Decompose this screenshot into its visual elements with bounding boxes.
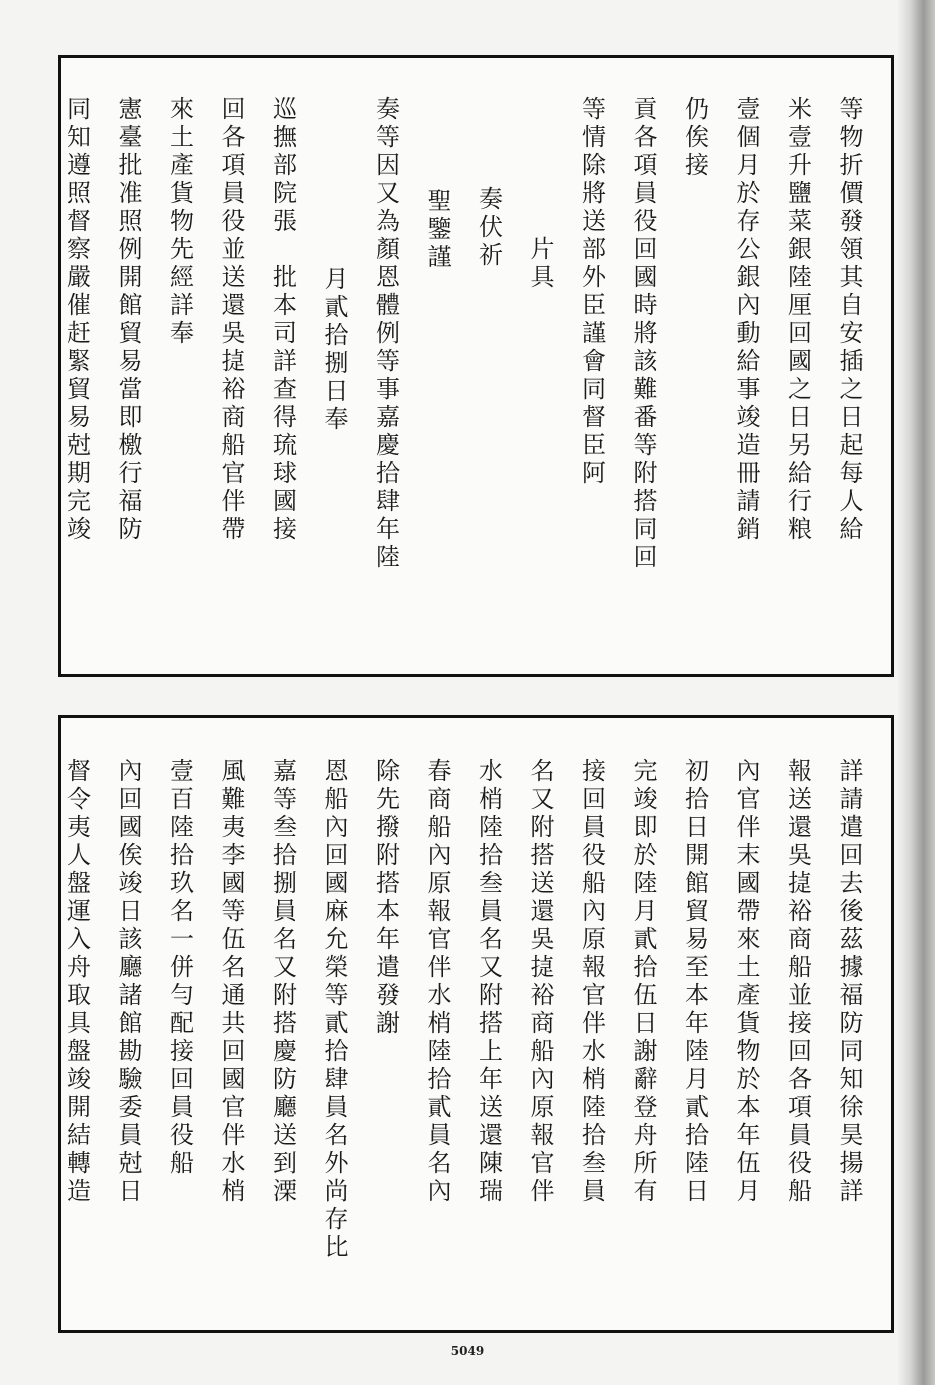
text-column: 嘉等叁拾捌員名又附搭慶防廳送到溧 bbox=[268, 758, 297, 1206]
text-column: 初拾日開館貿易至本年陸月貳拾陸日 bbox=[680, 758, 709, 1206]
text-column: 聖鑒謹 bbox=[423, 188, 451, 272]
text-column: 奏等因又為顏恩體例等事嘉慶拾肆年陸 bbox=[371, 96, 400, 572]
text-column: 名又附搭送還吳㨗裕商船內原報官伴 bbox=[526, 758, 554, 1206]
text-column: 憲臺批准照例開館貿易當即檄行福防 bbox=[114, 96, 142, 544]
text-column: 恩船內回國麻允榮等貳拾肆員名外尚存比 bbox=[320, 758, 348, 1262]
page-number: 5049 bbox=[450, 1344, 485, 1358]
text-column: 等情除將送部外臣謹會同督臣阿 bbox=[577, 96, 606, 488]
text-column: 壹百陸拾玖名一併勻配接回員役船 bbox=[165, 758, 194, 1178]
text-column: 米壹升鹽菜銀陸厘回國之日另給行粮 bbox=[783, 96, 812, 544]
text-column: 完竣即於陸月貳拾伍日謝辭登舟所有 bbox=[629, 758, 657, 1206]
text-column: 仍俟接 bbox=[680, 96, 709, 180]
text-column: 等物折價發領其自安插之日起每人給 bbox=[835, 96, 863, 544]
text-column: 壹個月於存公銀內動給事竣造冊請銷 bbox=[732, 96, 760, 544]
text-columns-top bbox=[61, 58, 891, 674]
text-column: 同知遵照督察嚴催赶緊貿易尅期完竣 bbox=[62, 96, 91, 544]
text-columns-bottom bbox=[61, 718, 891, 1330]
text-column: 來土產貨物先經詳奉 bbox=[165, 96, 194, 348]
document-panel-bottom bbox=[58, 715, 894, 1333]
text-column: 片具 bbox=[526, 236, 554, 292]
text-column: 詳請遣回去後茲據福防同知徐昊揚詳 bbox=[835, 758, 863, 1206]
text-column: 風難夷李國等伍名通共回國官伴水梢 bbox=[217, 758, 245, 1206]
text-column: 報送還吳㨗裕商船並接回各項員役船 bbox=[783, 758, 812, 1206]
text-column: 春商船內原報官伴水梢陸拾貳員名內 bbox=[423, 758, 451, 1206]
text-column: 除先撥附搭本年遣發謝 bbox=[371, 758, 400, 1038]
text-column: 奏伏祈 bbox=[474, 186, 503, 270]
book-spine-shadow bbox=[897, 0, 935, 1385]
document-panel-top bbox=[58, 55, 894, 677]
text-column: 回各項員役並送還吳㨗裕商船官伴帶 bbox=[217, 96, 245, 544]
text-column: 督令夷人盤運入舟取具盤竣開結轉造 bbox=[62, 758, 91, 1206]
text-column: 月貳拾捌日奉 bbox=[320, 266, 348, 434]
text-column: 水梢陸拾叁員名又附搭上年送還陳瑞 bbox=[474, 758, 503, 1206]
text-column: 內回國俟竣日該廳諸館勘驗委員尅日 bbox=[114, 758, 142, 1206]
text-column: 內官伴末國帶來土產貨物於本年伍月 bbox=[732, 758, 760, 1206]
text-column: 貢各項員役回國時將該難番等附搭同回 bbox=[629, 96, 657, 572]
text-column: 巡撫部院張 批本司詳查得琉球國接 bbox=[268, 96, 297, 544]
text-column: 接回員役船內原報官伴水梢陸拾叁員 bbox=[577, 758, 606, 1206]
